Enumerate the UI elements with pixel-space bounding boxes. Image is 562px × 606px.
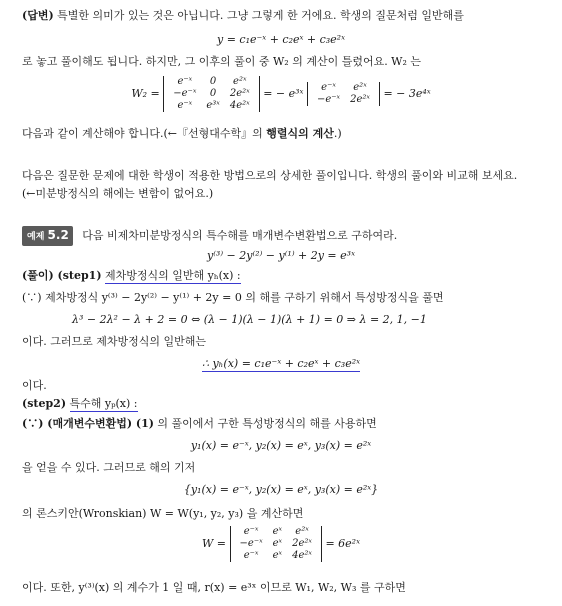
homogeneous-solution: ∴ yₕ(x) = c₁e⁻ˣ + c₂eˣ + c₃e²ˣ [201,357,361,370]
example-badge: 예제 5.2 [22,226,73,246]
step1-heading [22,268,548,284]
w2-label: W₂ = [131,87,160,100]
wronskian-matrix: e⁻ˣ eˣ e²ˣ −e⁻ˣ eˣ 2e²ˣ e⁻ˣ eˣ 4e²ˣ [230,526,322,562]
step2-title: 특수해 yₚ(x) : [69,397,138,410]
ida-text: 이다. [22,379,47,392]
step1-label: (풀이) (step1) [22,269,102,282]
final-text: 이다. 또한, y⁽³⁾(x) 의 계수가 1 일 때, r(x) = e³ˣ 이므로 W₁, W₂, W₃ 를 구하면 [22,581,406,594]
so-text: 이다. 그러므로 제차방정식의 일반해는 [22,335,207,348]
homogeneous-solution-wrap [0,356,562,372]
answer-line-1 [22,8,548,24]
basis-text: 을 얻을 수 있다. 그러므로 해의 기저 [22,461,196,474]
note-line-2: (←미분방정식의 해에는 변함이 없어요.) [22,187,214,200]
characteristic-equation: λ³ − 2λ² − λ + 2 = 0 ⇔ (λ − 1)(λ − 1)(λ + 1) = 0 ⇒ λ = 2, 1, −1 [72,313,427,326]
general-solution-equation: y = c₁e⁻ˣ + c₂eˣ + c₃e²ˣ [216,33,345,46]
step2-label: (step2) [22,397,67,410]
wronskian-block [0,526,562,562]
w2-determinant-block [0,76,562,112]
note-line-1: 다음은 질문한 문제에 대한 학생이 적용한 방법으로의 상세한 풀이입니다. 학생의 풀이와 비교해 보세요. [22,169,518,182]
w2-matrix: e⁻ˣ 0 e²ˣ −e⁻ˣ 0 2e²ˣ e⁻ˣ e³ˣ 4e²ˣ [163,76,259,112]
example-equation: y⁽³⁾ − 2y⁽²⁾ − y⁽¹⁾ + 2y = e³ˣ [207,249,355,262]
w2-middle: = − e³ˣ [263,87,304,100]
example-heading [22,226,548,246]
answer-line-2: 로 놓고 풀이해도 됩니다. 하지만, 그 이후의 풀이 중 W₂ 의 계산이 틀렸어요. W₂ 는 [22,55,422,68]
step2-heading [22,396,548,412]
basis-set: {y₁(x) = e⁻ˣ, y₂(x) = eˣ, y₃(x) = e²ˣ} [183,483,379,496]
step1-title: 제차방정식의 일반해 yₕ(x) : [105,269,241,282]
step1-text: (∵) 제차방정식 y⁽³⁾ − 2y⁽²⁾ − y⁽¹⁾ + 2y = 0 의 해를 구하기 위해서 특성방정식을 풀면 [22,291,444,304]
answer-text-1: 특별한 의미가 있는 것은 아닙니다. 그냥 그렇게 한 거에요. 학생의 질문처럼 일반해를 [57,9,464,22]
answer-line-3: 다음과 같이 계산해야 합니다.(←『선형대수학』의 행렬식의 계산.) [22,127,342,140]
wronskian-text: 의 론스키안(Wronskian) W = W(y₁, y₂, y₃) 을 계산하면 [22,507,304,520]
step2-text: (∵) (매개변수변환법) (1) 의 풀이에서 구한 특성방정식의 해를 사용하면 [22,417,377,430]
w2-result: = − 3e⁴ˣ [383,87,431,100]
w-label: W = [201,537,227,550]
w2-minor-matrix: e⁻ˣ e²ˣ −e⁻ˣ 2e²ˣ [307,82,380,106]
basis-functions: y₁(x) = e⁻ˣ, y₂(x) = eˣ, y₃(x) = e²ˣ [190,439,372,452]
w-result: = 6e²ˣ [325,537,360,550]
answer-label: (답변) [22,9,54,22]
determinant-calc-term: 행렬식의 계산 [266,127,334,140]
example-prompt: 다음 비제차미분방정식의 특수해를 매개변수변환법으로 구하여라. [82,229,398,242]
